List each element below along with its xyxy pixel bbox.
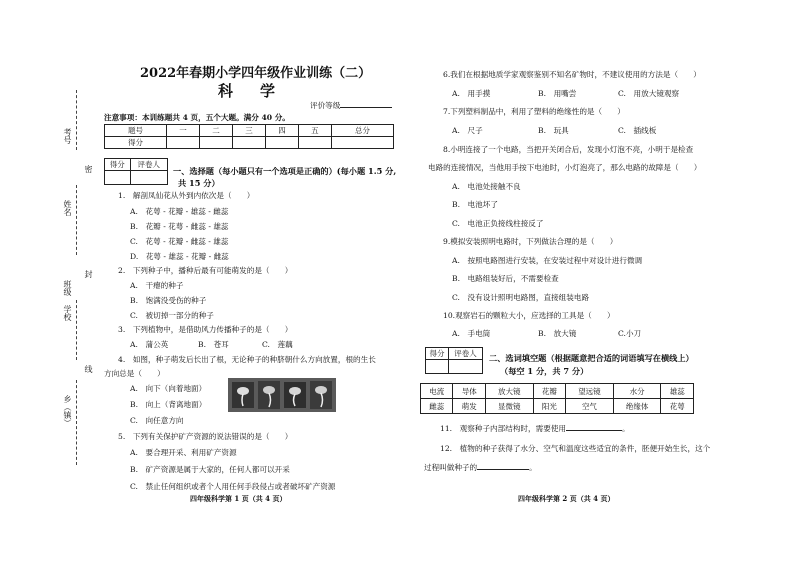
q3-option-a[interactable]: A. 蒲公英 bbox=[130, 340, 169, 349]
q1-option-d[interactable]: D. 花萼 - 雄蕊 - 花瓣 - 雌蕊 bbox=[130, 252, 229, 261]
question-6: 6.我们在根据地质学家观察鉴别不知名矿物时，不建议使用的方法是（ ） bbox=[443, 70, 701, 79]
strip-label-town: 乡（镇） bbox=[63, 395, 72, 427]
word-cell: 雄蕊 bbox=[661, 384, 694, 399]
scorer-defen: 得分 bbox=[426, 348, 449, 360]
q10-option-a[interactable]: A. 手电筒 bbox=[452, 329, 491, 338]
score-header: 四 bbox=[265, 125, 298, 137]
strip-label-class: 班级 bbox=[63, 280, 72, 296]
scorer-defen: 得分 bbox=[105, 159, 131, 171]
subject-title: 科 学 bbox=[218, 82, 282, 100]
q2-option-b[interactable]: B. 饱满没受伤的种子 bbox=[130, 296, 207, 305]
footer-left: 四年级科学第 1 页（共 4 页） bbox=[190, 494, 287, 503]
score-cell[interactable] bbox=[331, 137, 393, 149]
q4-option-a[interactable]: A. 向下（向着地面） bbox=[130, 384, 207, 393]
score-header: 一 bbox=[167, 125, 200, 137]
q3-option-b[interactable]: B. 苍耳 bbox=[198, 340, 229, 349]
score-table bbox=[104, 124, 394, 149]
word-cell: 绝缘体 bbox=[613, 399, 661, 414]
q7-option-c[interactable]: C. 插线板 bbox=[618, 126, 657, 135]
strip-label-school: 学校 bbox=[63, 305, 72, 321]
score-cell[interactable] bbox=[200, 137, 233, 149]
q10-option-c[interactable]: C.小刀 bbox=[618, 329, 642, 338]
question-8: 8.小明连接了一个电路，当把开关闭合后，发现小灯泡不亮，小明于是检查 bbox=[443, 145, 694, 154]
score-cell[interactable] bbox=[167, 137, 200, 149]
word-cell: 电流 bbox=[421, 384, 453, 399]
score-row-label: 得分 bbox=[105, 137, 167, 149]
scorer-cell[interactable] bbox=[426, 360, 449, 374]
q8-option-b[interactable]: B. 电池坏了 bbox=[452, 200, 498, 209]
seal-char-xian: 线 bbox=[84, 365, 93, 373]
q1-option-c[interactable]: C. 花萼 - 花瓣 - 雌蕊 - 雄蕊 bbox=[130, 237, 229, 246]
question-12-cont: 过程叫做种子的 。 bbox=[424, 463, 537, 472]
score-header: 题号 bbox=[105, 125, 167, 137]
scorer-cell[interactable] bbox=[105, 171, 131, 185]
score-cell[interactable] bbox=[298, 137, 331, 149]
word-cell: 花瓣 bbox=[533, 384, 565, 399]
q2-option-c[interactable]: C. 被切掉一部分的种子 bbox=[130, 311, 214, 320]
question-8-cont: 电路的连接情况，当他用手按下电池时，小灯泡亮了，那么电路的故障是（ ） bbox=[428, 163, 702, 172]
q5-option-a[interactable]: A. 要合理开采、利用矿产资源 bbox=[130, 448, 237, 457]
scorer-cell[interactable] bbox=[449, 360, 483, 374]
word-cell: 水分 bbox=[613, 384, 661, 399]
score-header: 三 bbox=[233, 125, 266, 137]
word-cell: 显微镜 bbox=[485, 399, 533, 414]
strip-line bbox=[76, 90, 77, 150]
question-7: 7.下列塑料制品中，利用了塑料的绝缘性的是（ ） bbox=[443, 107, 625, 116]
q4-option-c[interactable]: C. 向任意方向 bbox=[130, 416, 184, 425]
scorer-box bbox=[104, 158, 168, 185]
footer-right: 四年级科学第 2 页（共 4 页） bbox=[518, 494, 615, 503]
word-cell: 导体 bbox=[453, 384, 485, 399]
word-bank-table bbox=[420, 383, 694, 414]
rating-label: 评价等级 bbox=[310, 101, 392, 111]
q7-option-a[interactable]: A. 尺子 bbox=[452, 126, 483, 135]
question-3: 3. 下列植物中，是借助风力传播种子的是（ ） bbox=[118, 325, 293, 334]
question-10: 10.观察岩石的颗粒大小，应选择的工具是（ ） bbox=[443, 311, 615, 320]
q10-option-b[interactable]: B. 放大镜 bbox=[538, 329, 577, 338]
q1-option-a[interactable]: A. 花萼 - 花瓣 - 雄蕊 - 雌蕊 bbox=[130, 207, 229, 216]
q3-option-c[interactable]: C. 莲藕 bbox=[262, 340, 293, 349]
scorer-box-2 bbox=[425, 347, 483, 374]
q2-option-a[interactable]: A. 干瘪的种子 bbox=[130, 281, 184, 290]
q5-option-c[interactable]: C. 禁止任何组织或者个人用任何手段侵占或者破坏矿产资源 bbox=[130, 482, 336, 491]
question-9: 9.模拟安装照明电路时，下列做法合理的是（ ） bbox=[443, 237, 618, 246]
strip-line bbox=[76, 300, 77, 360]
q9-option-c[interactable]: C. 没有设计照明电路图，直接组装电路 bbox=[452, 293, 590, 302]
q8-option-c[interactable]: C. 电池正负接线柱接反了 bbox=[452, 219, 544, 228]
section2-title: 二、选词填空题（根据题意把合适的词语填写在横线上） bbox=[489, 353, 694, 363]
q9-option-a[interactable]: A. 按照电路图进行安装，在安装过程中对设计进行微调 bbox=[452, 256, 643, 265]
word-cell: 雌蕊 bbox=[421, 399, 453, 414]
seed-germination-photo bbox=[228, 378, 336, 412]
question-4-cont: 方向总是（ ） bbox=[104, 369, 165, 378]
question-5: 5. 下列有关保护矿产资源的说法错误的是（ ） bbox=[118, 432, 293, 441]
word-cell: 阳光 bbox=[533, 399, 565, 414]
scorer-pingjuanren: 评卷人 bbox=[449, 348, 483, 360]
notice: 注意事项：本训练题共 4 页，五个大题。满分 40 分。 bbox=[104, 113, 290, 122]
section2-title2: （每空 1 分，共 7 分） bbox=[500, 366, 589, 376]
score-header: 五 bbox=[298, 125, 331, 137]
q11-blank[interactable] bbox=[566, 430, 622, 431]
q4-option-b[interactable]: B. 向上（背离地面） bbox=[130, 400, 207, 409]
question-4: 4. 如图，种子萌发后长出了根，无论种子的种脐朝什么方向放置，根的生长 bbox=[118, 355, 376, 364]
q9-option-b[interactable]: B. 电路组装好后，不需要检查 bbox=[452, 274, 559, 283]
q6-option-c[interactable]: C. 用放大镜观察 bbox=[618, 89, 680, 98]
q6-option-b[interactable]: B. 用嘴尝 bbox=[538, 89, 577, 98]
scorer-cell[interactable] bbox=[130, 171, 167, 185]
section1-title: 一、选择题（每小题只有一个选项是正确的）(每小题 1.5 分, bbox=[173, 166, 397, 176]
question-1: 1. 解剖凤仙花从外到内依次是（ ） bbox=[118, 191, 255, 200]
score-header: 总分 bbox=[331, 125, 393, 137]
strip-line bbox=[76, 380, 77, 465]
strip-label-kaohao: 考号 bbox=[63, 128, 72, 144]
word-cell: 萌发 bbox=[453, 399, 485, 414]
scorer-pingjuanren: 评卷人 bbox=[130, 159, 167, 171]
seal-char-feng: 封 bbox=[84, 270, 93, 278]
q1-option-b[interactable]: B. 花瓣 - 花萼 - 雌蕊 - 雄蕊 bbox=[130, 222, 229, 231]
section1-title2: 共 15 分） bbox=[178, 178, 220, 188]
word-cell: 空气 bbox=[566, 399, 614, 414]
question-2: 2. 下列种子中，播种后最有可能萌发的是（ ） bbox=[118, 266, 293, 275]
q5-option-b[interactable]: B. 矿产资源是属于大家的，任何人都可以开采 bbox=[130, 465, 290, 474]
q7-option-b[interactable]: B. 玩具 bbox=[538, 126, 569, 135]
seal-char-mi: 密 bbox=[84, 165, 93, 173]
question-11: 11. 观察种子内部结构时，需要使用 。 bbox=[440, 424, 630, 433]
question-12: 12. 植物的种子获得了水分、空气和温度这些适宜的条件，胚便开始生长，这个 bbox=[440, 444, 711, 453]
q6-option-a[interactable]: A. 用手摸 bbox=[452, 89, 491, 98]
q12-blank[interactable] bbox=[477, 469, 529, 470]
word-cell: 花萼 bbox=[661, 399, 694, 414]
score-cell[interactable] bbox=[233, 137, 266, 149]
score-cell[interactable] bbox=[265, 137, 298, 149]
word-cell: 放大镜 bbox=[485, 384, 533, 399]
strip-line bbox=[76, 185, 77, 255]
q8-option-a[interactable]: A. 电池处接触不良 bbox=[452, 182, 521, 191]
word-cell: 望远镜 bbox=[566, 384, 614, 399]
strip-label-name: 姓名 bbox=[63, 200, 72, 216]
exam-title: 2022年春期小学四年级作业训练（二） bbox=[140, 66, 372, 81]
score-header: 二 bbox=[200, 125, 233, 137]
